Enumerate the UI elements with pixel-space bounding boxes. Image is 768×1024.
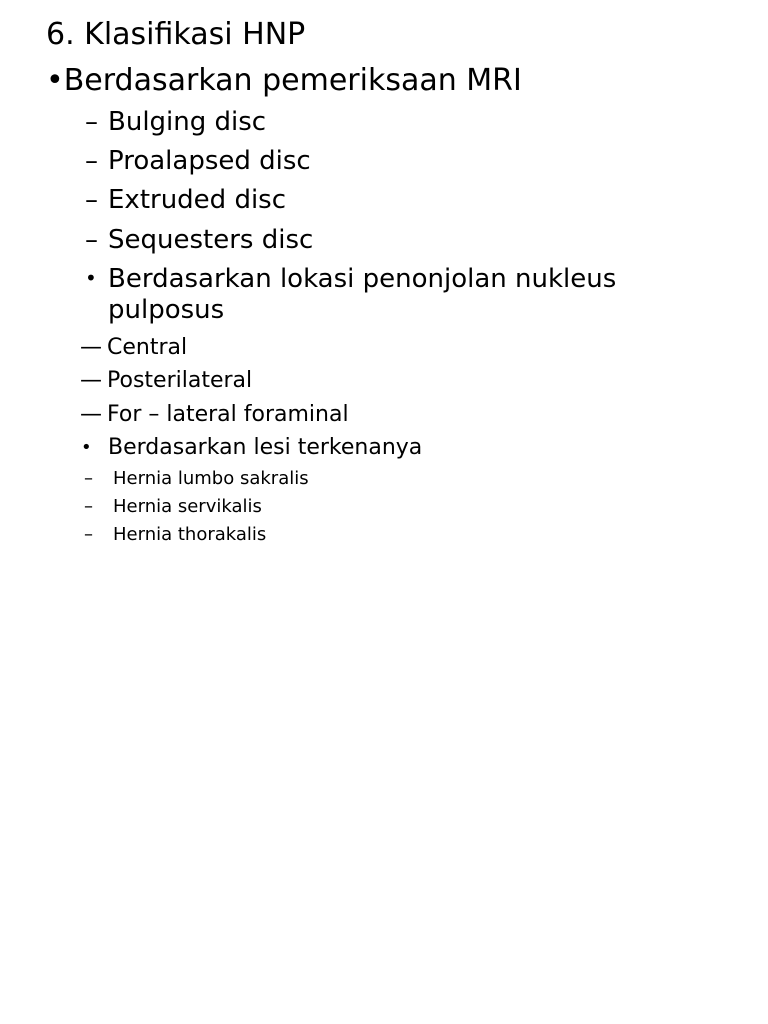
- list-item-text: For – lateral foraminal: [107, 402, 349, 427]
- list-item-text: Posterilateral: [107, 368, 253, 393]
- list-item-text: Sequesters disc: [108, 225, 314, 255]
- list-item-text: Bulging disc: [108, 107, 267, 137]
- lokasi-heading-continuation: pulposus: [108, 295, 225, 325]
- dash-mark: –: [84, 496, 93, 517]
- list-item-text: Central: [107, 335, 188, 360]
- list-item-text: Proalapsed disc: [108, 146, 311, 176]
- dash-mark: –: [85, 185, 98, 215]
- bullet-mark: •: [81, 437, 92, 458]
- dash-mark: –: [85, 107, 98, 137]
- em-dash-mark: —: [80, 368, 102, 393]
- slide-title: 6. Klasifikasi HNP: [46, 17, 306, 52]
- main-bullet-mri: •Berdasarkan pemeriksaan MRI: [46, 63, 522, 98]
- dash-mark: –: [85, 225, 98, 255]
- dash-mark: –: [84, 468, 93, 489]
- dash-mark: –: [84, 524, 93, 545]
- em-dash-mark: —: [80, 335, 102, 360]
- lokasi-heading-text: Berdasarkan lokasi penonjolan nukleus: [108, 264, 617, 294]
- em-dash-mark: —: [80, 402, 102, 427]
- list-item-text: Extruded disc: [108, 185, 287, 215]
- lesi-heading-text: Berdasarkan lesi terkenanya: [108, 435, 423, 460]
- list-item-text: Hernia servikalis: [113, 496, 262, 517]
- bullet-mark: •: [85, 266, 97, 290]
- dash-mark: –: [85, 146, 98, 176]
- list-item-text: Hernia thorakalis: [113, 524, 267, 545]
- list-item-text: Hernia lumbo sakralis: [113, 468, 309, 489]
